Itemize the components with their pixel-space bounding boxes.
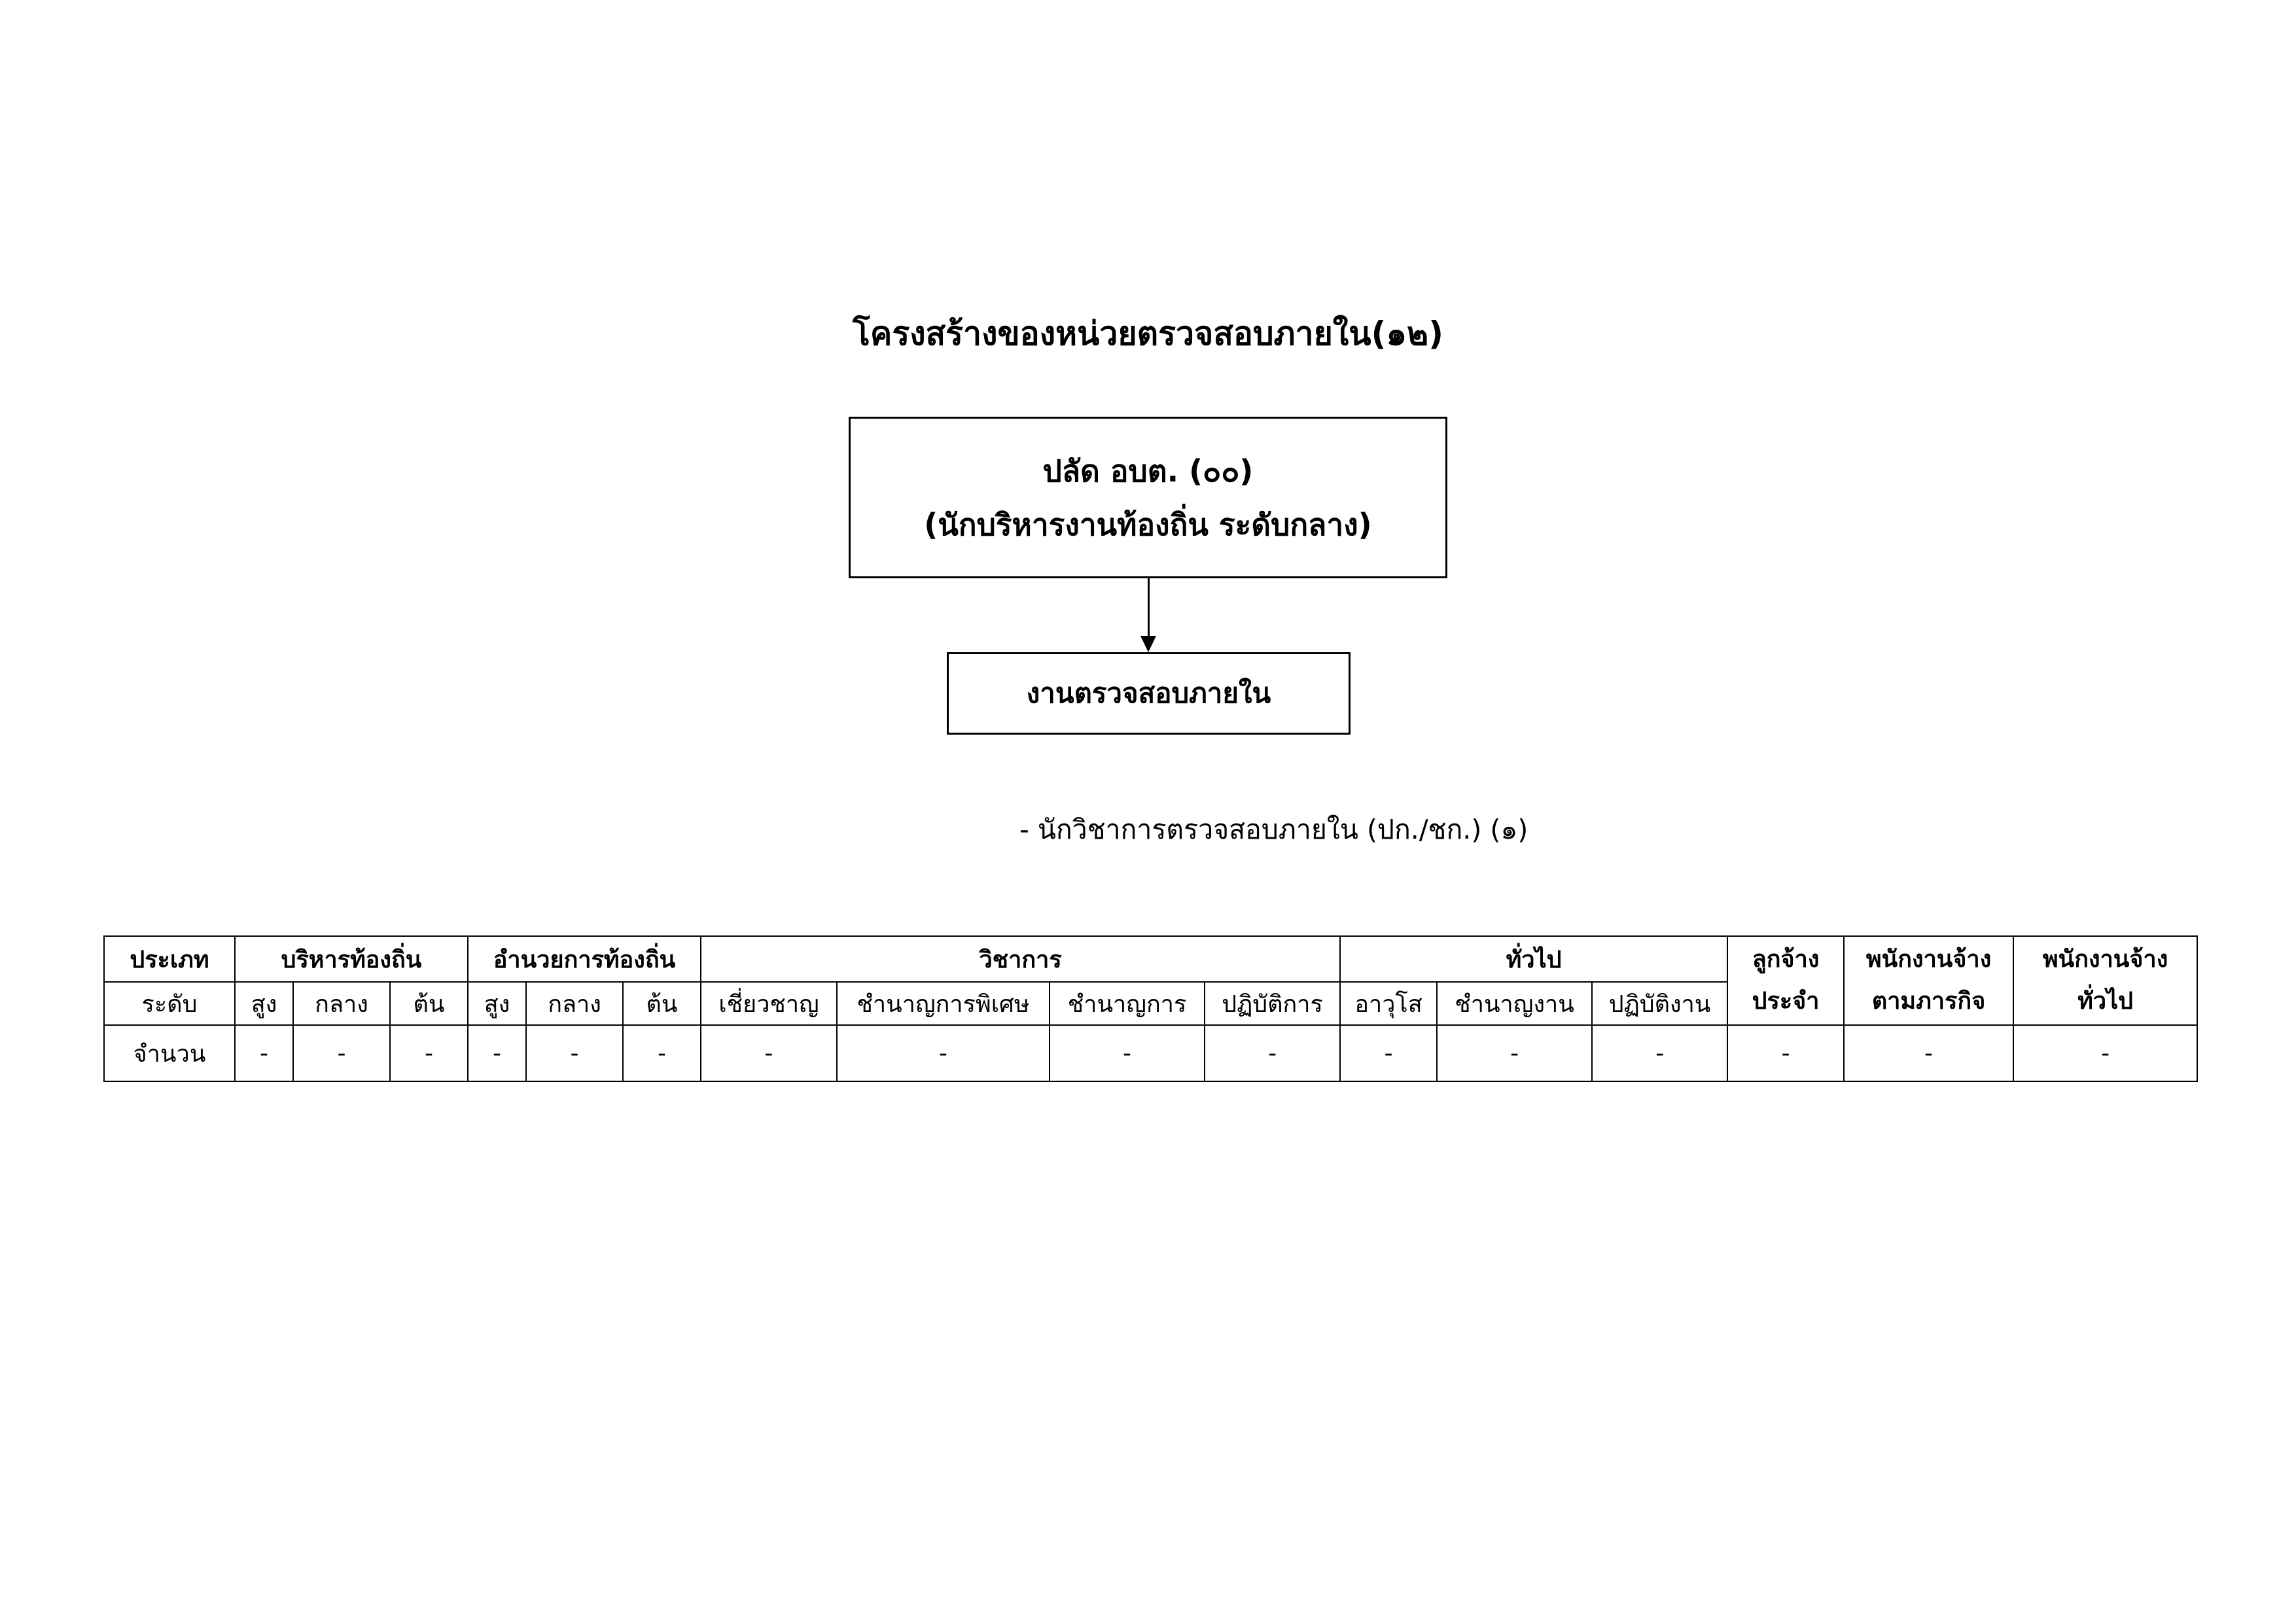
group-header: อำนวยการท้องถิ่น: [468, 936, 701, 982]
row-label-level: ระดับ: [104, 982, 235, 1025]
connector-line: [1148, 578, 1150, 637]
level-cell: กลาง: [526, 982, 623, 1025]
count-cell: -: [837, 1025, 1050, 1081]
single-header-line: ประจำ: [1752, 988, 1820, 1015]
level-cell: ปฏิบัติการ: [1205, 982, 1340, 1025]
count-cell: -: [468, 1025, 526, 1081]
count-cell: -: [1205, 1025, 1340, 1081]
count-cell: -: [1340, 1025, 1437, 1081]
single-header-line: พนักงานจ้าง: [2042, 946, 2168, 973]
level-cell: ชำนาญการ: [1050, 982, 1205, 1025]
single-header: [2013, 936, 2197, 1025]
position-list-item: - นักวิชาการตรวจสอบภายใน (ปก./ชก.) (๑): [1019, 814, 1528, 845]
single-header-line: ตามภารกิจ: [1871, 988, 1986, 1015]
level-cell: เชี่ยวชาญ: [701, 982, 837, 1025]
head-position-box: [849, 417, 1447, 578]
group-header: วิชาการ: [701, 936, 1340, 982]
count-cell: -: [526, 1025, 623, 1081]
count-cell: -: [390, 1025, 468, 1081]
table-header-row: [104, 936, 2197, 982]
arrow-down-icon: [1140, 636, 1156, 652]
table-count-row: [104, 1025, 2197, 1081]
row-label-type: ประเภท: [104, 936, 235, 982]
level-cell: สูง: [468, 982, 526, 1025]
count-cell: -: [701, 1025, 837, 1081]
group-header: ทั่วไป: [1340, 936, 1727, 982]
single-header: [1844, 936, 2013, 1025]
count-cell: -: [1437, 1025, 1592, 1081]
count-cell: -: [1592, 1025, 1727, 1081]
count-cell: -: [1727, 1025, 1844, 1081]
level-cell: อาวุโส: [1340, 982, 1437, 1025]
unit-box: [947, 652, 1351, 735]
count-cell: -: [1050, 1025, 1205, 1081]
count-cell: -: [2013, 1025, 2197, 1081]
level-cell: ชำนาญงาน: [1437, 982, 1592, 1025]
staff-table: [103, 935, 2198, 1082]
unit-label: งานตรวจสอบภายใน: [1026, 677, 1271, 709]
single-header-line: ลูกจ้าง: [1752, 946, 1820, 973]
level-cell: ต้น: [623, 982, 701, 1025]
single-header-line: ทั่วไป: [2077, 988, 2134, 1015]
single-header: [1727, 936, 1844, 1025]
level-cell: กลาง: [293, 982, 390, 1025]
single-header-line: พนักงานจ้าง: [1865, 946, 1992, 973]
head-position-title: ปลัด อบต. (๐๐): [1042, 453, 1254, 489]
page-title: โครงสร้างของหน่วยตรวจสอบภายใน(๑๒): [853, 315, 1443, 353]
count-cell: -: [293, 1025, 390, 1081]
level-cell: สูง: [235, 982, 293, 1025]
count-cell: -: [235, 1025, 293, 1081]
count-cell: -: [1844, 1025, 2013, 1081]
count-cell: -: [623, 1025, 701, 1081]
level-cell: ชำนาญการพิเศษ: [837, 982, 1050, 1025]
row-label-count: จำนวน: [104, 1025, 235, 1081]
level-cell: ต้น: [390, 982, 468, 1025]
head-position-rank: (นักบริหารงานท้องถิ่น ระดับกลาง): [924, 506, 1372, 542]
group-header: บริหารท้องถิ่น: [235, 936, 468, 982]
level-cell: ปฏิบัติงาน: [1592, 982, 1727, 1025]
